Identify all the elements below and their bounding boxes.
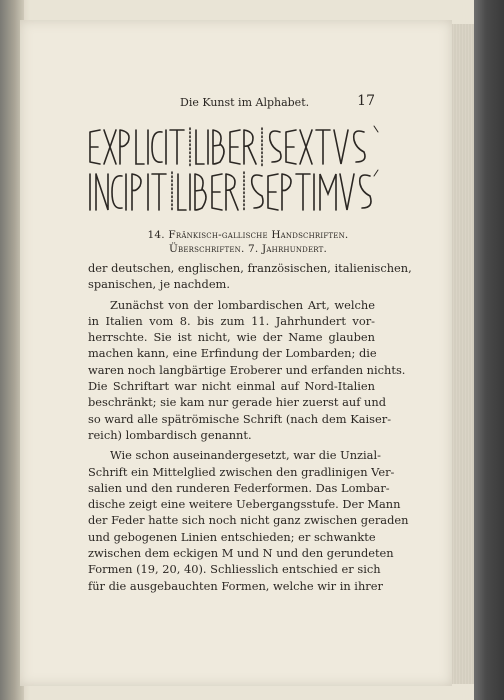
text-line: spanischen, je nachdem. [88,277,230,292]
text-line: dische zeigt eine weitere Uebergangsstufe. Der Mann [88,497,401,512]
text-line: zwischen dem eckigen M und N und den gerundeten [88,546,394,561]
text-line: der deutschen, englischen, französischen, italienischen, [88,261,412,275]
caption-line-1: 14. Fränkisch-gallische Handschriften. [147,229,349,241]
figure-caption [88,228,408,256]
text-line: beschränkt; sie kam nur gerade hier zuerst auf und [88,395,387,410]
text-line: herrschte. Sie ist nicht, wie der Name glauben [88,330,375,345]
caption-line-2: Überschriften. 7. Jahrhundert. [168,243,328,255]
page-number: 17 [357,93,375,109]
page-edges [452,24,474,684]
text-line: salien und den runderen Federformen. Das Lombar- [88,480,390,495]
ornament-row-2 [90,172,371,212]
text-line: waren noch langbärtige Eroberer und erfanden nichts. [88,362,406,377]
text-line: so ward alle spätrömische Schrift (nach dem Kaiser- [88,411,392,426]
text-line: Wie schon auseinandergesetzt, war die Unzial- [110,448,381,463]
text-line: Formen (19, 20, 40). Schliesslich entschied er sich [88,562,381,577]
page-header [180,93,375,111]
book-cover-board [474,0,504,700]
text-line: für die ausgebauchten Formen, welche wir in ihrer [88,578,383,593]
ornamental-lettering [86,124,382,216]
body-text [88,260,412,594]
text-line: Zunächst von der lombardischen Art, welche [110,297,375,312]
text-line: reich) lombardisch genannt. [88,427,252,442]
text-line: Schrift ein Mittelglied zwischen den gradlinigen Ver- [88,464,395,479]
running-head: Die Kunst im Alphabet. [180,96,310,109]
text-line: in Italien vom 8. bis zum 11. Jahrhundert vor- [88,313,375,328]
ornament-row-1 [90,128,365,166]
text-line: machen kann, eine Erfindung der Lombarden; die [88,346,377,361]
text-line: Die Schriftart war nicht einmal auf Nord-Italien [88,379,375,394]
text-line: und gebogenen Linien entschieden; er schwankte [88,529,376,544]
text-line: der Feder hatte sich noch nicht ganz zwischen geraden [88,513,409,528]
